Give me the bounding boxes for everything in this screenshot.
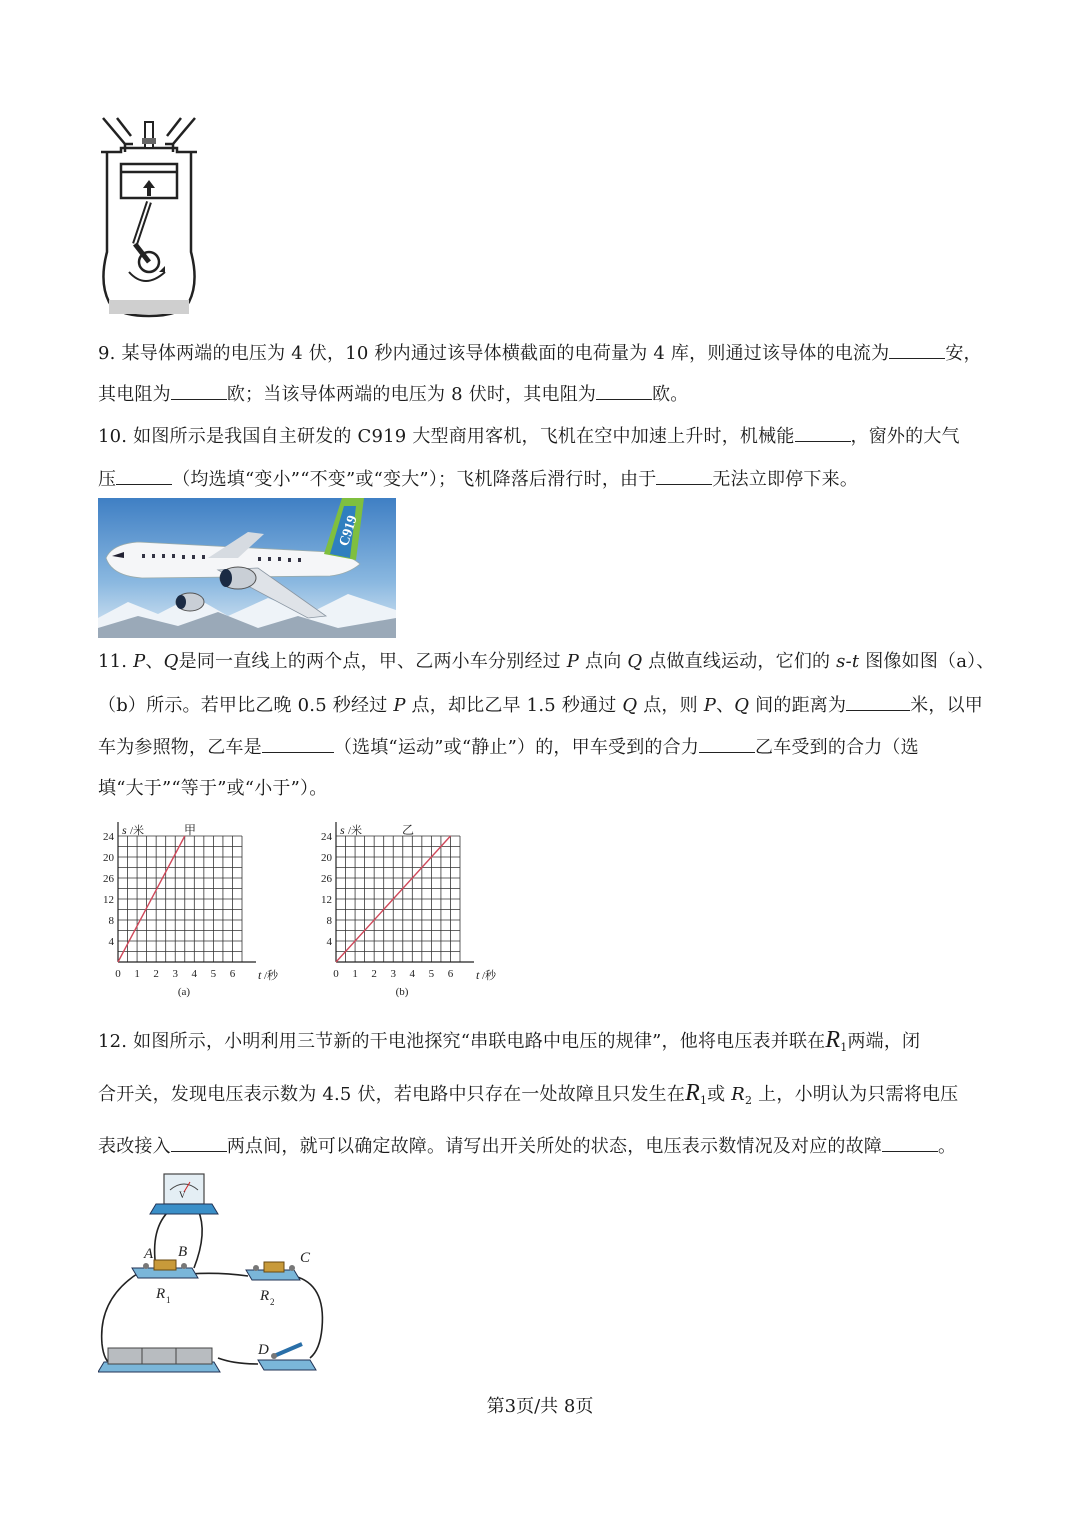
answer-blank[interactable] [596,381,652,400]
y-tick-label: 20 [103,852,114,864]
x-tick-label: 1 [352,968,358,980]
c919-airplane-photo [98,498,396,638]
y-axis-var: s [122,823,127,837]
y-axis-var: s [340,823,345,837]
label-r1-sub: 1 [166,1295,171,1305]
y-tick-label: 26 [321,873,332,885]
q10-line-1: 10. 如图所示是我国自主研发的 C919 大型商用客机，飞机在空中加速上升时，机械能 ，窗外的大气 [98,423,960,449]
st-chart-a [96,812,296,1004]
y-tick-label: 26 [103,873,114,885]
q11-line-2: （b）所示。若甲比乙晚 0.5 秒经过 P 点，却比乙早 1.5 秒通过 Q 点，则 P、Q 间的距离为 米，以甲 [98,692,983,718]
battery-pack [98,1348,220,1372]
st-chart-b [314,812,514,1004]
y-tick-label: 20 [321,852,332,864]
answer-blank[interactable] [171,381,227,400]
q12-line-1: 12. 如图所示，小明利用三节新的干电池探究“串联电路中电压的规律”，他将电压表并联在$R_1$两端，闭 [98,1027,921,1054]
answer-blank[interactable] [889,340,945,359]
circuit-diagram [98,1168,334,1380]
q9-line-2: 其电阻为 欧；当该导体两端的电压为 8 伏时，其电阻为 欧。 [98,381,689,407]
label-c: C [300,1250,311,1266]
x-tick-label: 6 [447,968,454,980]
y-tick-label: 8 [108,915,114,927]
chart-caption: (a) [177,986,191,998]
chart-b-grid [336,836,460,962]
answer-blank[interactable] [846,692,910,711]
q9-line-1: 9. 某导体两端的电压为 4 伏，10 秒内通过该导体横截面的电荷量为 4 库，则通过该导体的电流为 安， [98,340,982,366]
answer-blank[interactable] [795,423,851,442]
voltmeter-label: V [179,1190,186,1200]
answer-blank[interactable] [116,466,172,485]
x-tick-label: 4 [409,968,416,980]
x-tick-label: 2 [371,968,377,980]
label-d: D [258,1342,269,1358]
y-tick-label: 4 [108,936,114,948]
page-footer: 第3页/共 8页 [486,1396,594,1417]
x-tick-label: 0 [115,968,121,980]
label-r2-sub: 2 [270,1297,275,1307]
q11-line-1: 11. P、Q是同一直线上的两个点，甲、乙两小车分别经过 P 点向 Q 点做直线运动，它们的 s-t 图像如图（a）、 [98,651,995,672]
chart-title: 甲 [184,823,197,837]
y-tick-label: 8 [326,915,332,927]
q12-line-3: 表改接入 两点间，就可以确定故障。请写出开关所处的状态，电压表示数情况及对应的故障 。 [98,1133,956,1159]
x-tick-label: 3 [390,968,396,980]
label-b: B [178,1244,188,1260]
resistor-r2 [246,1262,300,1280]
label-r2: R [260,1288,270,1304]
y-axis-unit: /米 [348,825,363,837]
x-axis-unit: /秒 [264,970,279,982]
x-axis-var: t [476,968,480,982]
label-a: A [144,1246,154,1262]
q11-line-3: 车为参照物，乙车是 （选填“运动”或“静止”）的，甲车受到的合力 乙车受到的合力（选 [98,734,919,760]
tail-label: C919 [336,513,361,549]
q11-line-4: 填“大于”“等于”或“小于”）。 [98,778,328,799]
x-tick-label: 0 [333,968,339,980]
y-tick-label: 12 [103,894,114,906]
x-tick-label: 3 [172,968,178,980]
answer-blank[interactable] [171,1133,227,1152]
answer-blank[interactable] [882,1133,938,1152]
x-axis-unit: /秒 [482,970,497,982]
x-tick-label: 5 [428,968,435,980]
chart-a-grid [118,836,242,962]
resistor-r1 [132,1260,198,1278]
y-axis-unit: /米 [130,825,145,837]
y-tick-label: 4 [326,936,332,948]
voltmeter [150,1174,218,1214]
x-tick-label: 6 [229,968,236,980]
chart-caption: (b) [395,986,409,998]
q10-line-2: 压 （均选填“变小”“不变”或“变大”）；飞机降落后滑行时，由于 无法立即停下来。 [98,466,858,492]
y-tick-label: 24 [321,831,332,843]
answer-blank[interactable] [262,734,334,753]
x-tick-label: 5 [210,968,217,980]
y-tick-label: 12 [321,894,332,906]
answer-blank[interactable] [656,466,712,485]
label-r1: R [156,1286,166,1302]
y-tick-label: 24 [103,831,114,843]
engine-cylinder-figure [95,112,205,320]
answer-blank[interactable] [699,734,755,753]
q12-line-2: 合开关，发现电压表示数为 4.5 伏，若电路中只存在一处故障且只发生在$R_1$或 $R_2$ 上，小明认为只需将电压 [98,1080,959,1107]
x-axis-var: t [258,968,262,982]
x-tick-label: 4 [191,968,198,980]
x-tick-label: 2 [153,968,159,980]
x-tick-label: 1 [134,968,140,980]
chart-title: 乙 [402,823,415,837]
